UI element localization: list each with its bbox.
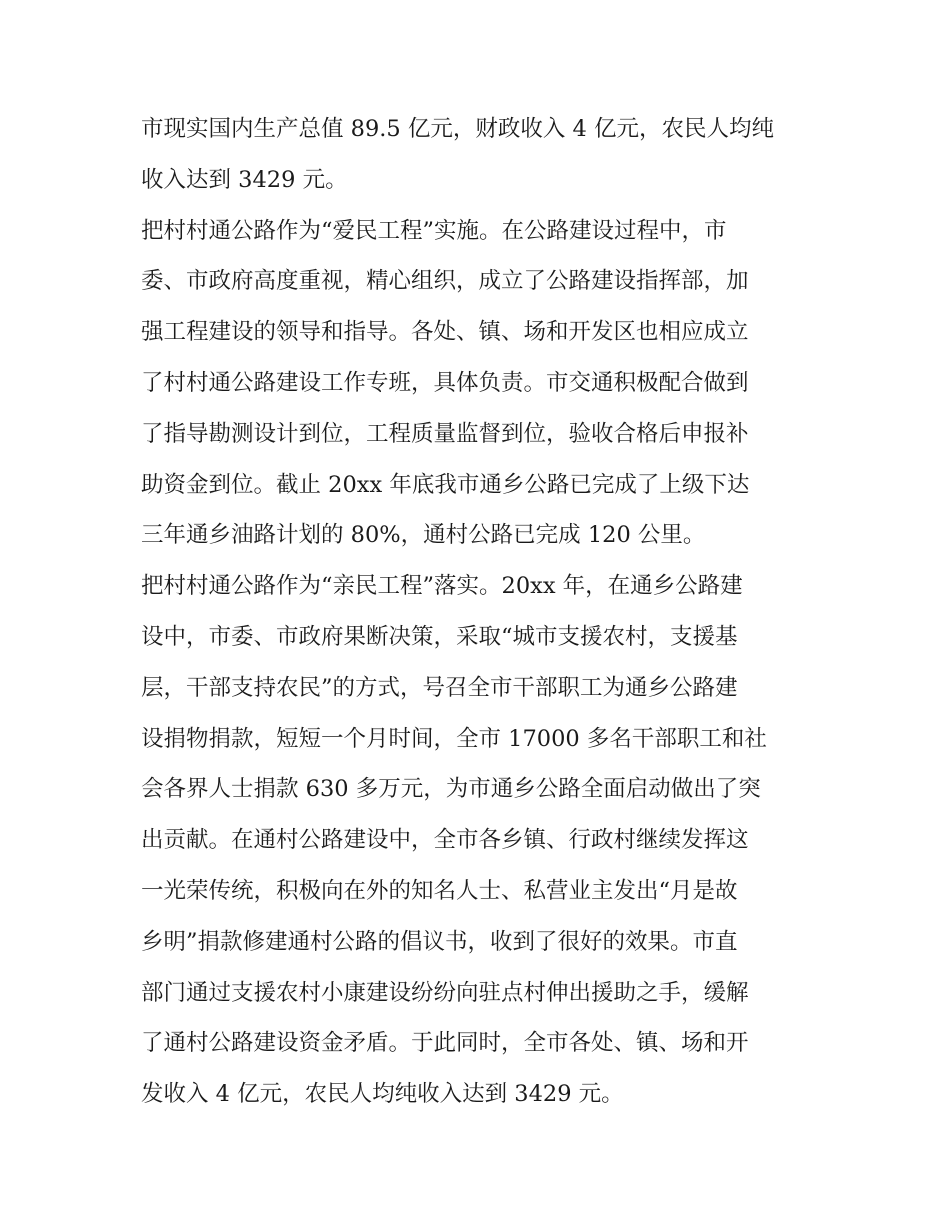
text-line: 部门通过支援农村小康建设纷纷向驻点村伸出援助之手，缓解 <box>141 979 749 1006</box>
body-text <box>141 104 821 1120</box>
text-line: 把村村通公路作为“亲民工程”落实。20xx 年，在通乡公路建 <box>141 573 743 600</box>
text-line: 发收入 4 亿元，农民人均纯收入达到 3429 元。 <box>141 1081 624 1108</box>
text-line: 市现实国内生产总值 89.5 亿元，财政收入 4 亿元，农民人均纯 <box>141 116 775 142</box>
text-line: 会各界人士捐款 630 多万元，为市通乡公路全面启动做出了突 <box>141 776 761 803</box>
text-line: 乡明”捐款修建通村公路的倡议书，收到了很好的效果。市直 <box>141 928 738 955</box>
text-line: 强工程建设的领导和指导。各处、镇、场和开发区也相应成立 <box>141 319 749 346</box>
text-line: 一光荣传统，积极向在外的知名人士、私营业主发出“月是故 <box>141 877 738 904</box>
text-line: 出贡献。在通村公路建设中，全市各乡镇、行政村继续发挥这 <box>141 827 749 854</box>
text-line: 助资金到位。截止 20xx 年底我市通乡公路已完成了上级下达 <box>141 471 750 498</box>
text-line: 把村村通公路作为“爱民工程”实施。在公路建设过程中，市 <box>141 217 727 244</box>
text-line: 了指导勘测设计到位，工程质量监督到位，验收合格后申报补 <box>141 420 749 447</box>
text-line: 设捐物捐款，短短一个月时间，全市 17000 多名干部职工和社 <box>141 725 767 752</box>
text-line: 三年通乡油路计划的 80%，通村公路已完成 120 公里。 <box>141 522 706 549</box>
text-line: 委、市政府高度重视，精心组织，成立了公路建设指挥部，加 <box>141 268 749 295</box>
text-line: 设中，市委、市政府果断决策，采取“城市支援农村，支援基 <box>141 623 738 650</box>
text-line: 收入达到 3429 元。 <box>141 166 348 193</box>
text-line: 了通村公路建设资金矛盾。于此同时，全市各处、镇、场和开 <box>141 1030 749 1057</box>
text-line: 层，干部支持农民”的方式，号召全市干部职工为通乡公路建 <box>141 674 738 701</box>
text-line: 了村村通公路建设工作专班，具体负责。市交通积极配合做到 <box>141 369 749 396</box>
